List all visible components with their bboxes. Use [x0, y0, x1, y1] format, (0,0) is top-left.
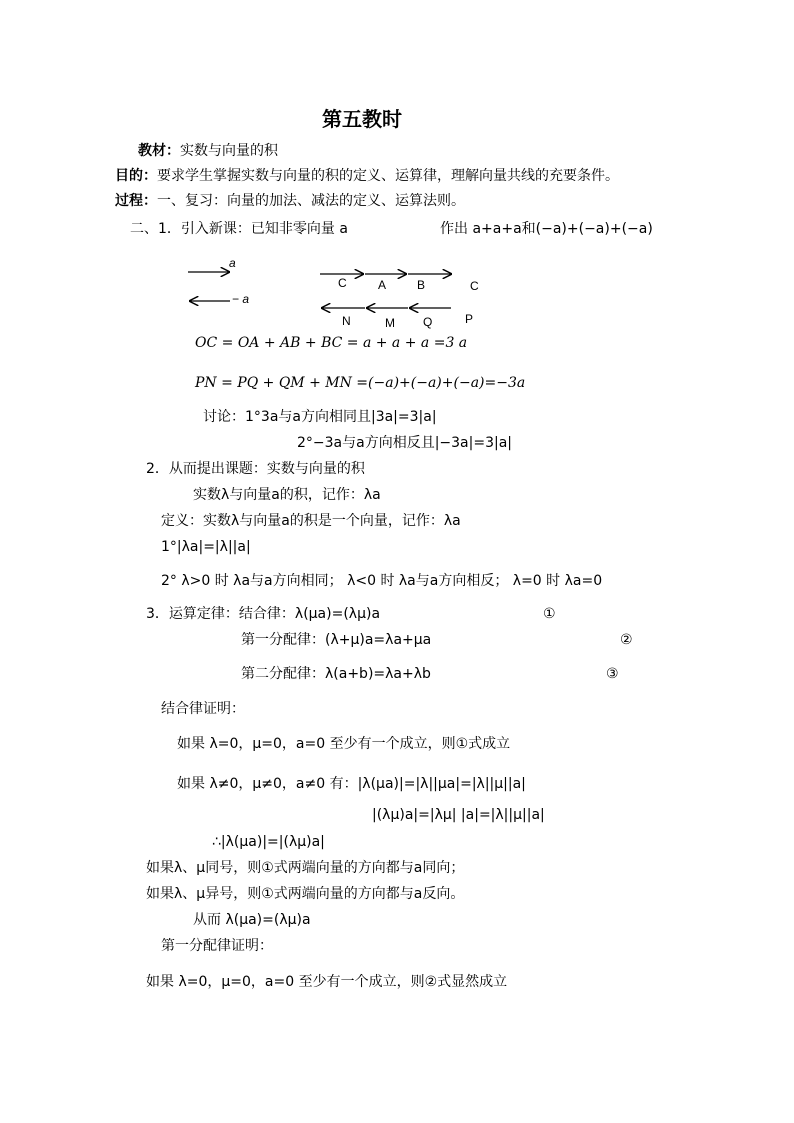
point-n: N	[342, 314, 351, 328]
point-c-end: C	[470, 279, 479, 293]
proof-line-7: 从而 λ(μa)=(λμ)a	[193, 912, 311, 928]
definition-1: 1°|λa|=|λ||a|	[161, 539, 251, 555]
material-label: 教材：	[138, 143, 180, 159]
objective-line	[115, 167, 619, 185]
definition-line: 定义：实数λ与向量a的积是一个向量，记作：λa	[161, 513, 461, 529]
law-associative-num: ①	[543, 606, 556, 622]
point-b: B	[417, 278, 426, 292]
topic-line: 2．从而提出课题：实数与向量的积	[146, 461, 365, 477]
point-m: M	[385, 316, 395, 330]
discussion-2: 2°−3a与a方向相反且|−3a|=3|a|	[297, 435, 513, 451]
objective-text: 要求学生掌握实数与向量的积的定义、运算律，理解向量共线的充要条件。	[157, 168, 619, 184]
law-distributive-1-num: ②	[620, 632, 633, 648]
law-distributive-1: 第一分配律：(λ+μ)a=λa+μa	[241, 632, 432, 648]
equation-pn: PN = PQ + QM + MN =(−a)+(−a)+(−a)=−3a	[195, 375, 526, 391]
proof-line-8: 如果 λ=0，μ=0，a=0 至少有一个成立，则②式显然成立	[146, 974, 508, 990]
proof-line-6: 如果λ、μ异号，则①式两端向量的方向都与a反向。	[146, 886, 465, 902]
proof-line-5: 如果λ、μ同号，则①式两端向量的方向都与a同向；	[146, 860, 465, 876]
page-title: 第五教时	[322, 107, 402, 131]
law-associative: 3．运算定律：结合律：λ(μa)=(λμ)a	[146, 606, 381, 622]
objective-label: 目的：	[115, 168, 157, 184]
process-line	[115, 192, 465, 210]
material-text: 实数与向量的积	[180, 143, 278, 159]
definition-2: 2° λ>0 时 λa与a方向相同； λ<0 时 λa与a方向相反； λ=0 时 λa=0	[161, 573, 603, 589]
proof-line-3: |(λμ)a|=|λμ| |a|=|λ||μ||a|	[372, 807, 545, 823]
point-c-start: C	[338, 276, 347, 290]
proof-line-2: 如果 λ≠0，μ≠0，a≠0 有：|λ(μa)|=|λ||μa|=|λ||μ||a|	[177, 776, 526, 792]
intro-left: 二、1．引入新课：已知非零向量 a	[130, 221, 348, 237]
point-q: Q	[423, 315, 433, 329]
law-distributive-2-num: ③	[606, 666, 619, 682]
point-a: A	[378, 278, 387, 292]
process-label: 过程：	[115, 193, 157, 209]
law-distributive-2: 第二分配律：λ(a+b)=λa+λb	[241, 666, 431, 682]
discussion-1: 讨论：1°3a与a方向相同且|3a|=3|a|	[203, 409, 437, 425]
point-p: P	[465, 312, 474, 326]
proof-title-2: 第一分配律证明：	[161, 938, 273, 954]
proof-title: 结合律证明：	[161, 701, 245, 717]
vector-neg-a-label: − a	[232, 292, 250, 306]
vector-a-label: a	[229, 256, 236, 270]
proof-line-1: 如果 λ=0，μ=0，a=0 至少有一个成立，则①式成立	[177, 736, 511, 752]
proof-line-4: ∴|λ(μa)|=|(λμ)a|	[212, 834, 325, 850]
topic-sub-line: 实数λ与向量a的积，记作：λa	[193, 487, 381, 503]
material-line	[138, 142, 278, 160]
equation-oc: OC = OA + AB + BC = a + a + a =3 a	[195, 335, 468, 351]
intro-right: 作出 a+a+a和(−a)+(−a)+(−a)	[440, 221, 653, 237]
process-text: 一、复习：向量的加法、减法的定义、运算法则。	[157, 193, 465, 209]
